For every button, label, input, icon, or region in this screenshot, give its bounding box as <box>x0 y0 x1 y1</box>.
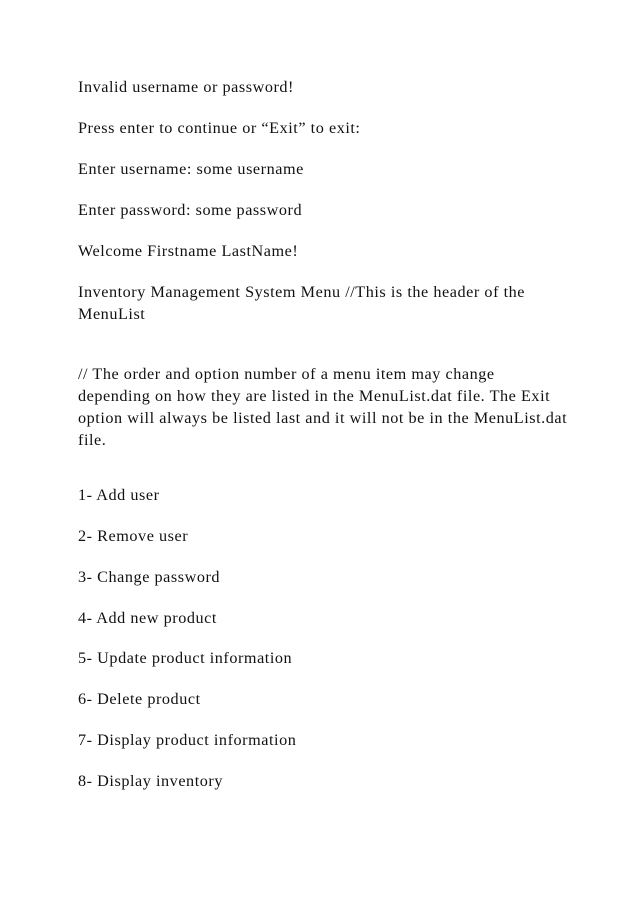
welcome-line: Welcome Firstname LastName! <box>78 242 299 260</box>
menu-header: Inventory Management System Menu //This is the header of the MenuList <box>78 283 526 323</box>
menu-item: 2- Remove user <box>78 527 189 545</box>
menu-note: // The order and option number of a menu item may change depending on how they are listed in the MenuList.dat file. The Exit option will always be listed last and it will not be in the MenuList.dat file. <box>78 365 568 449</box>
menu-item: 7- Display product information <box>78 731 297 749</box>
menu-item: 5- Update product information <box>78 649 293 667</box>
menu-item: 4- Add new product <box>78 609 217 627</box>
password-line: Enter password: some password <box>78 201 303 219</box>
continue-prompt: Press enter to continue or “Exit” to exit: <box>78 119 361 137</box>
menu-item: 8- Display inventory <box>78 772 223 790</box>
error-message: Invalid username or password! <box>78 78 294 96</box>
menu-item: 1- Add user <box>78 486 160 504</box>
username-line: Enter username: some username <box>78 160 304 178</box>
menu-item: 6- Delete product <box>78 690 201 708</box>
menu-item: 3- Change password <box>78 568 221 586</box>
